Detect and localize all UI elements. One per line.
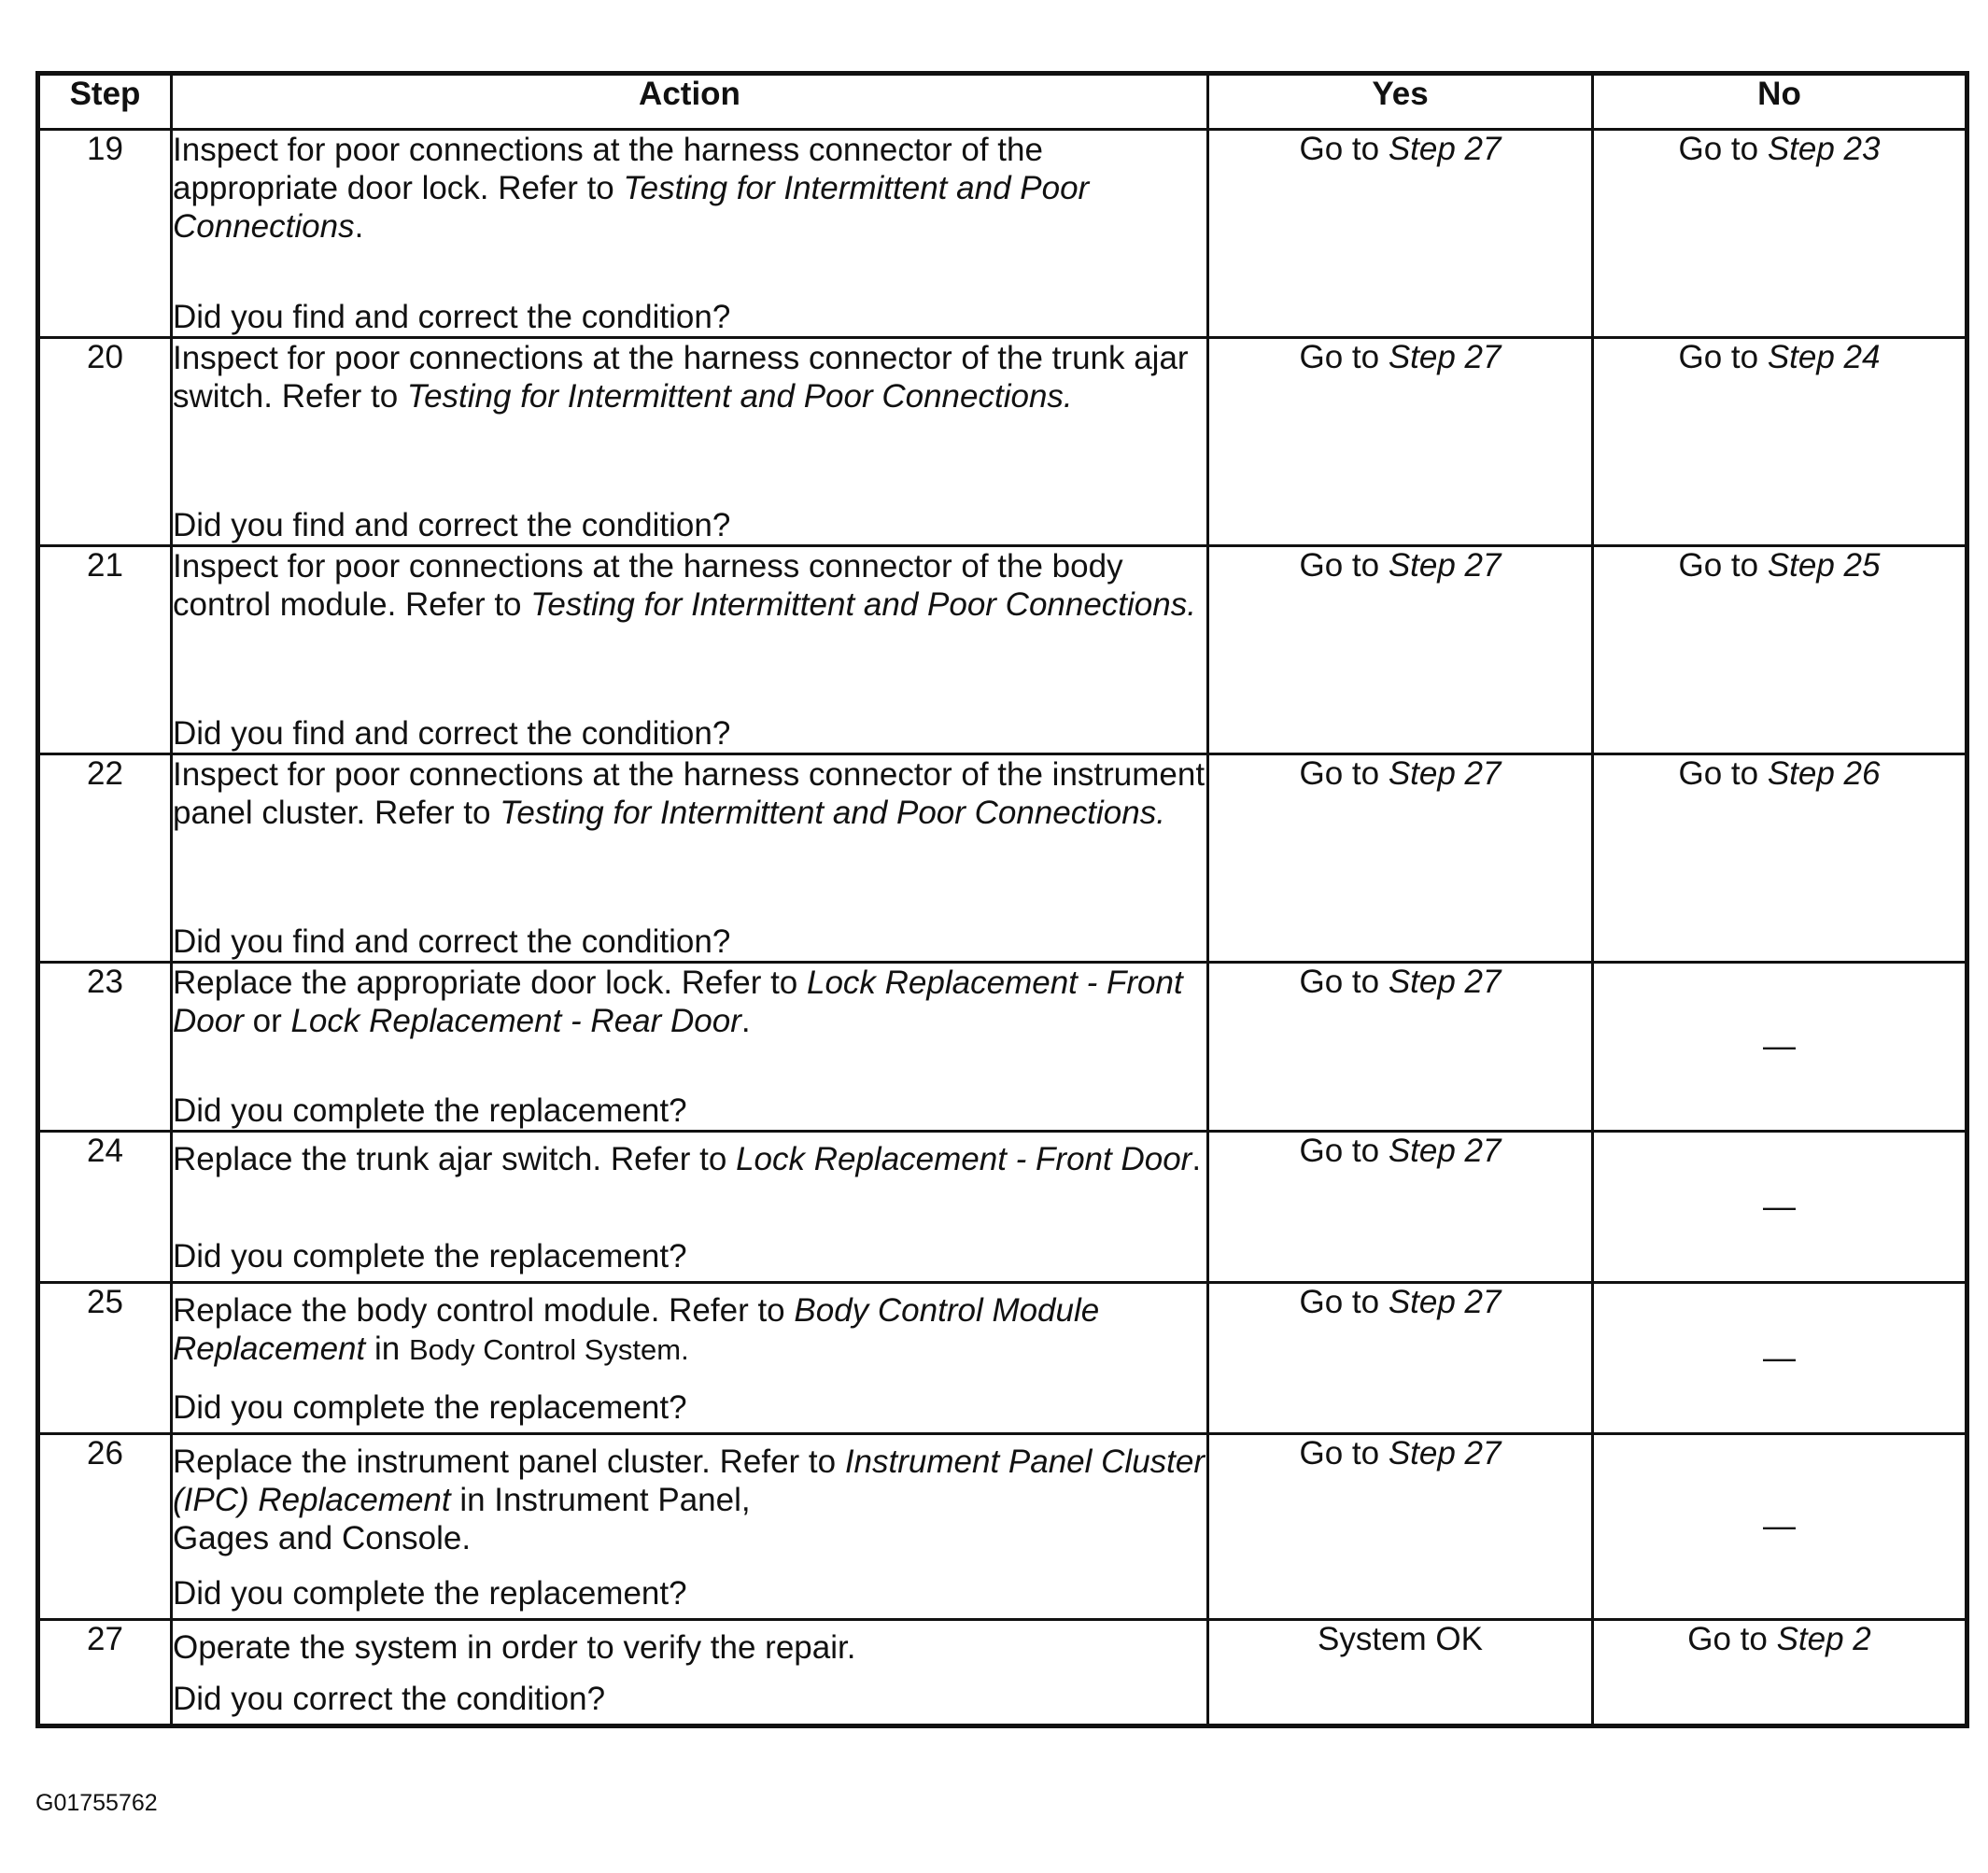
system-name: Body Control System. xyxy=(408,1333,689,1366)
step-reference: Step 25 xyxy=(1767,547,1881,584)
reference-link: Lock Replacement - Rear Door xyxy=(290,1003,741,1039)
no-cell: — xyxy=(1593,1283,1967,1434)
table-header xyxy=(38,74,1967,130)
reference-link: Lock Replacement - Front Door xyxy=(736,1141,1192,1177)
action-instruction: Replace the instrument panel cluster. Refer to Instrument Panel Cluster (IPC) Replacement in Instrument Panel, Gages and Console. xyxy=(173,1443,1205,1556)
no-cell: Go to Step 25 xyxy=(1593,546,1967,754)
step-reference: Step 27 xyxy=(1388,1435,1502,1472)
action-question: Did you find and correct the condition? xyxy=(173,715,731,752)
yes-cell: Go to Step 27 xyxy=(1208,1283,1593,1434)
action-cell xyxy=(172,546,1208,754)
action-instruction: Replace the appropriate door lock. Refer to Lock Replacement - Front Door or Lock Replacement - Rear Door. xyxy=(173,965,1183,1039)
header-no: No xyxy=(1593,74,1967,130)
diagnostic-steps-table xyxy=(35,71,1969,1728)
step-number: 23 xyxy=(38,963,172,1132)
table-row xyxy=(38,1434,1967,1620)
table-row xyxy=(38,754,1967,963)
action-cell xyxy=(172,1434,1208,1620)
step-reference: Step 27 xyxy=(1388,547,1502,584)
step-number: 20 xyxy=(38,338,172,546)
reference-link: Testing for Intermittent and Poor Connections. xyxy=(406,378,1073,415)
table-row xyxy=(38,1620,1967,1726)
action-instruction: Operate the system in order to verify the repair. xyxy=(173,1629,856,1666)
step-number: 19 xyxy=(38,130,172,338)
yes-cell: System OK xyxy=(1208,1620,1593,1726)
table-row xyxy=(38,963,1967,1132)
yes-cell: Go to Step 27 xyxy=(1208,963,1593,1132)
header-action: Action xyxy=(172,74,1208,130)
figure-id: G01755762 xyxy=(35,1790,158,1816)
header-yes: Yes xyxy=(1208,74,1593,130)
reference-link: Body Control Module Replacement xyxy=(173,1292,1100,1367)
no-cell: — xyxy=(1593,1434,1967,1620)
yes-cell: Go to Step 27 xyxy=(1208,338,1593,546)
yes-cell: Go to Step 27 xyxy=(1208,754,1593,963)
table-row xyxy=(38,338,1967,546)
action-question: Did you find and correct the condition? xyxy=(173,299,731,335)
no-cell: Go to Step 23 xyxy=(1593,130,1967,338)
yes-cell: Go to Step 27 xyxy=(1208,1132,1593,1283)
action-instruction: Inspect for poor connections at the harness connector of the trunk ajar switch. Refer to Testing for Intermittent and Poor Connections. xyxy=(173,340,1189,415)
action-instruction: Inspect for poor connections at the harness connector of the instrument panel cluster. Refer to Testing for Intermittent and Poor Connections. xyxy=(173,756,1205,831)
step-reference: Step 27 xyxy=(1388,755,1502,792)
step-reference: Step 24 xyxy=(1767,339,1881,375)
action-question: Did you correct the condition? xyxy=(173,1681,606,1717)
step-reference: Step 26 xyxy=(1767,755,1881,792)
action-instruction: Replace the body control module. Refer to Body Control Module Replacement in Body Control System. xyxy=(173,1292,1100,1367)
step-number: 26 xyxy=(38,1434,172,1620)
action-question: Did you find and correct the condition? xyxy=(173,507,731,543)
step-reference: Step 27 xyxy=(1388,339,1502,375)
yes-cell: Go to Step 27 xyxy=(1208,130,1593,338)
no-cell: — xyxy=(1593,963,1967,1132)
table-row xyxy=(38,130,1967,338)
table-row xyxy=(38,1132,1967,1283)
step-reference: Step 27 xyxy=(1388,964,1502,1000)
action-cell xyxy=(172,963,1208,1132)
action-cell xyxy=(172,338,1208,546)
yes-cell: Go to Step 27 xyxy=(1208,1434,1593,1620)
action-question: Did you complete the replacement? xyxy=(173,1092,687,1129)
step-reference: Step 27 xyxy=(1388,1284,1502,1320)
action-cell xyxy=(172,1132,1208,1283)
no-cell: Go to Step 26 xyxy=(1593,754,1967,963)
table-row xyxy=(38,546,1967,754)
reference-link: Lock Replacement - Front Door xyxy=(173,965,1183,1039)
action-question: Did you find and correct the condition? xyxy=(173,923,731,960)
step-number: 21 xyxy=(38,546,172,754)
action-cell xyxy=(172,754,1208,963)
step-reference: Step 27 xyxy=(1388,131,1502,167)
step-number: 27 xyxy=(38,1620,172,1726)
header-step: Step xyxy=(38,74,172,130)
action-cell xyxy=(172,1283,1208,1434)
reference-link: Testing for Intermittent and Poor Connections. xyxy=(530,586,1196,623)
yes-cell: Go to Step 27 xyxy=(1208,546,1593,754)
reference-link: Testing for Intermittent and Poor Connections. xyxy=(500,795,1165,831)
reference-link: Testing for Intermittent and Poor Connections xyxy=(173,170,1090,245)
action-question: Did you complete the replacement? xyxy=(173,1238,687,1274)
action-instruction: Inspect for poor connections at the harness connector of the body control module. Refer to Testing for Intermittent and Poor Connections. xyxy=(173,548,1196,623)
table-row xyxy=(38,1283,1967,1434)
action-cell xyxy=(172,1620,1208,1726)
action-question: Did you complete the replacement? xyxy=(173,1389,687,1426)
action-instruction: Replace the trunk ajar switch. Refer to Lock Replacement - Front Door. xyxy=(173,1141,1202,1177)
step-reference: Step 27 xyxy=(1388,1133,1502,1169)
no-cell: Go to Step 2 xyxy=(1593,1620,1967,1726)
no-cell: — xyxy=(1593,1132,1967,1283)
action-instruction: Inspect for poor connections at the harness connector of the appropriate door lock. Refer to Testing for Intermittent and Poor Connections. xyxy=(173,132,1090,245)
step-number: 25 xyxy=(38,1283,172,1434)
step-number: 22 xyxy=(38,754,172,963)
reference-link: Instrument Panel Cluster (IPC) Replacement xyxy=(173,1443,1205,1518)
step-reference: Step 2 xyxy=(1776,1621,1871,1657)
action-question: Did you complete the replacement? xyxy=(173,1575,687,1612)
action-cell xyxy=(172,130,1208,338)
step-number: 24 xyxy=(38,1132,172,1283)
step-reference: Step 23 xyxy=(1767,131,1881,167)
no-cell: Go to Step 24 xyxy=(1593,338,1967,546)
